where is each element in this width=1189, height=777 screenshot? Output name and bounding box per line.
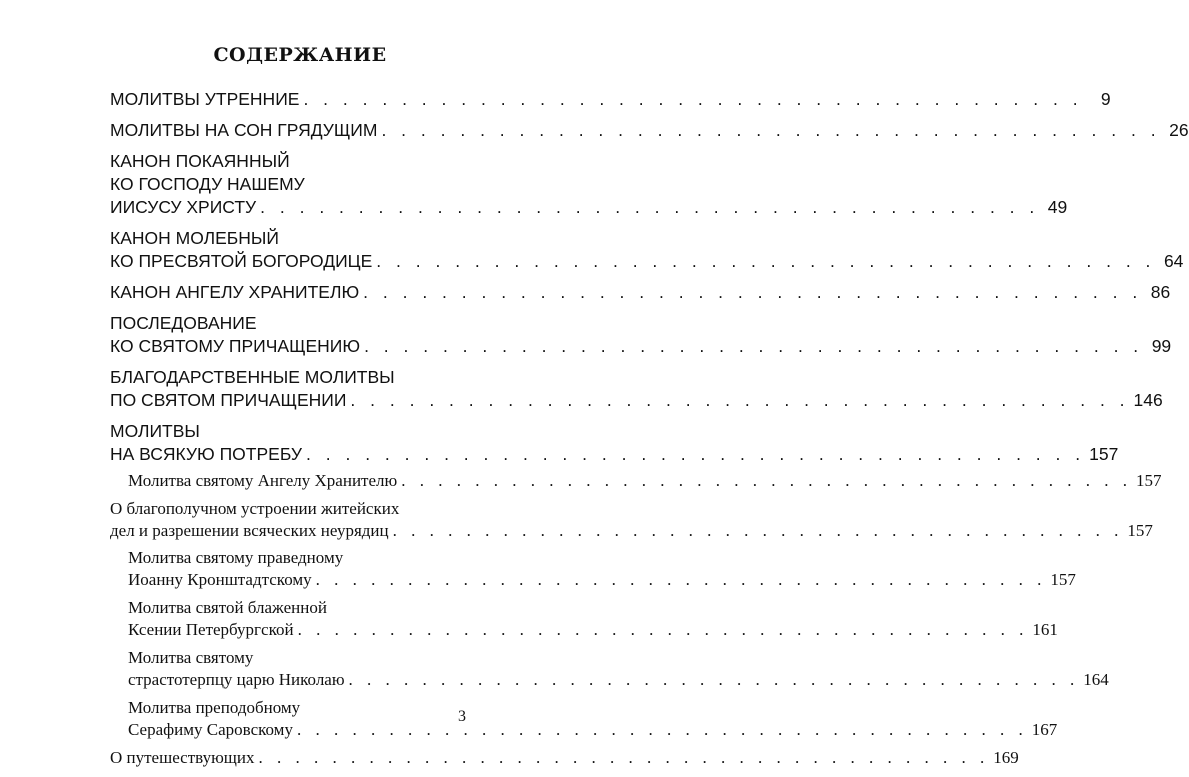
toc-entry-title: МОЛИТВЫ	[110, 421, 200, 441]
toc-page-number: 146	[1133, 390, 1163, 410]
toc-entry-morning-prayers[interactable]	[110, 88, 1111, 111]
toc-entry-guardian-angel-canon[interactable]	[110, 281, 1171, 304]
toc-page-number: 49	[1047, 197, 1068, 217]
dot-leader	[258, 747, 989, 769]
toc-page-number: 164	[1083, 670, 1109, 689]
toc-entry-title: Серафиму Саровскому	[128, 720, 293, 739]
toc-entry-title: Молитва святому Ангелу Хранителю	[128, 471, 398, 490]
toc-entry-title: КАНОН МОЛЕБНЫЙ	[110, 228, 279, 248]
toc-entry-title: МОЛИТВЫ УТРЕННИЕ	[110, 89, 300, 109]
toc-entry-travellers[interactable]	[110, 747, 1019, 769]
toc-entry-title: ИИСУСУ ХРИСТУ	[110, 197, 257, 217]
toc-page-number: 86	[1150, 282, 1171, 302]
toc-entry-title: КО ГОСПОДУ НАШЕМУ	[110, 174, 305, 194]
toc-subentry-guardian-angel-prayer[interactable]	[110, 470, 1162, 492]
toc-entry-evening-prayers[interactable]	[110, 119, 1189, 142]
toc-entry-title: дел и разрешении всяческих неурядиц	[110, 521, 389, 540]
toc-entry-communion-rule[interactable]	[110, 312, 1172, 358]
toc-entry-thanksgiving-prayers[interactable]	[110, 366, 1163, 412]
dot-leader	[349, 669, 1080, 691]
toc-entry-title: КО СВЯТОМУ ПРИЧАЩЕНИЮ	[110, 336, 361, 356]
dot-leader	[297, 719, 1028, 741]
toc-entry-title: О путешествующих	[110, 748, 255, 767]
toc-entry-title: Молитва святому	[128, 648, 254, 667]
toc-entry-title: Молитва преподобному	[128, 698, 301, 717]
toc-entry-title: Ксении Петербургской	[128, 620, 294, 639]
dot-leader	[298, 619, 1029, 641]
toc-entry-title: О благополучном устроении житейских	[110, 499, 400, 518]
toc-entry-title: МОЛИТВЫ НА СОН ГРЯДУЩИМ	[110, 120, 378, 140]
toc-entry-title: Молитва святому праведному	[128, 548, 344, 567]
toc-entry-title: страстотерпцу царю Николаю	[128, 670, 345, 689]
toc-entry-title: КАНОН АНГЕЛУ ХРАНИТЕЛЮ	[110, 282, 360, 302]
toc-entry-prayers-for-every-need[interactable]	[110, 420, 1119, 466]
toc-page-number: 157	[1135, 471, 1162, 490]
table-of-contents	[110, 88, 1189, 777]
toc-entry-title: ПО СВЯТОМ ПРИЧАЩЕНИИ	[110, 390, 347, 410]
toc-entry-title: КО ПРЕСВЯТОЙ БОГОРОДИЦЕ	[110, 251, 373, 271]
toc-entry-title: НА ВСЯКУЮ ПОТРЕБУ	[110, 444, 303, 464]
toc-page-number: 161	[1032, 620, 1058, 639]
dot-leader	[316, 569, 1047, 591]
dot-leader	[350, 389, 1129, 412]
toc-page-number: 99	[1151, 336, 1172, 356]
toc-entry-penitential-canon[interactable]	[110, 150, 1068, 219]
dot-leader	[303, 88, 1082, 111]
dot-leader	[363, 281, 1142, 304]
toc-subentry-john-of-kronstadt[interactable]	[110, 547, 1076, 591]
toc-entry-worldly-affairs[interactable]	[110, 498, 1153, 542]
toc-subentry-seraphim-of-sarov[interactable]	[110, 697, 1058, 741]
page-title: СОДЕРЖАНИЕ	[213, 44, 387, 66]
dot-leader	[381, 119, 1160, 142]
toc-entry-title: БЛАГОДАРСТВЕННЫЕ МОЛИТВЫ	[110, 367, 395, 387]
toc-entry-supplicatory-canon[interactable]	[110, 227, 1184, 273]
toc-entry-title: КАНОН ПОКАЯННЫЙ	[110, 151, 290, 171]
toc-page-number: 64	[1163, 251, 1184, 271]
toc-page-number: 157	[1050, 570, 1076, 589]
toc-entry-title: Иоанну Кронштадтскому	[128, 570, 312, 589]
toc-subentry-tsar-nicholas[interactable]	[110, 647, 1109, 691]
toc-page-number: 157	[1127, 521, 1153, 540]
dot-leader	[393, 520, 1124, 542]
dot-leader	[364, 335, 1143, 358]
dot-leader	[306, 443, 1085, 466]
toc-entry-title: Молитва святой блаженной	[128, 598, 327, 617]
dot-leader	[260, 196, 1039, 219]
toc-subentry-xenia-of-petersburg[interactable]	[110, 597, 1058, 641]
toc-page-number: 169	[993, 748, 1019, 767]
toc-page-number: 9	[1100, 89, 1111, 109]
dot-leader	[376, 250, 1155, 273]
dot-leader	[401, 470, 1132, 492]
toc-page-number: 26	[1169, 120, 1189, 140]
toc-entry-title: ПОСЛЕДОВАНИЕ	[110, 313, 257, 333]
page-number: 3	[458, 708, 466, 725]
toc-page-number: 157	[1089, 444, 1119, 464]
toc-page-number: 167	[1031, 720, 1058, 739]
